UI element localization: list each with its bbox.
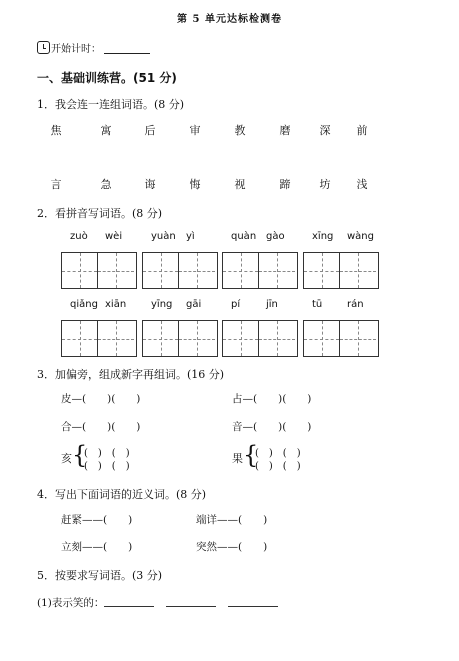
synonym-item-4[interactable]: 突然——( ): [196, 541, 268, 553]
pinyin-text: qiǎng: [70, 299, 98, 310]
writing-grid[interactable]: [61, 252, 137, 289]
pinyin-text: wàng: [347, 231, 374, 242]
brace-line-1: ( ) ( ): [255, 448, 301, 459]
pinyin-text: xiān: [105, 299, 127, 310]
question-5-label: 5．按要求写词语。(3 分): [37, 569, 163, 582]
match-char[interactable]: 寓: [100, 124, 112, 137]
grid-cell[interactable]: [62, 321, 98, 356]
radical-item-2[interactable]: 占—( )( ): [232, 393, 312, 405]
q5-sub-1: [37, 595, 278, 610]
match-char[interactable]: 深: [319, 124, 331, 137]
page-title: 第 5 单元达标检测卷: [177, 14, 282, 25]
grid-cell[interactable]: [304, 321, 340, 356]
synonym-item-3[interactable]: 立刻——( ): [61, 541, 133, 553]
pinyin-text: yì: [186, 231, 195, 242]
timer-label: 开始计时：: [51, 44, 101, 55]
match-char[interactable]: 急: [100, 178, 112, 191]
brace-icon: {: [72, 441, 88, 469]
grid-cell[interactable]: [340, 253, 376, 288]
writing-grid[interactable]: [303, 252, 379, 289]
pinyin-text: jīn: [266, 299, 278, 310]
timer-blank[interactable]: [104, 43, 150, 54]
pinyin-text: tū: [312, 299, 323, 310]
grid-cell[interactable]: [179, 253, 215, 288]
question-2-label: 2．看拼音写词语。(8 分): [37, 207, 163, 220]
grid-cell[interactable]: [143, 321, 179, 356]
brace-line-2: ( ) ( ): [84, 461, 130, 472]
answer-blank[interactable]: [166, 596, 216, 607]
synonym-item-2[interactable]: 端详——( ): [196, 514, 268, 526]
match-char[interactable]: 前: [356, 124, 368, 137]
writing-grid[interactable]: [142, 320, 218, 357]
pinyin-text: zuò: [70, 231, 88, 242]
writing-grid[interactable]: [222, 320, 298, 357]
synonym-item-1[interactable]: 赶紧——( ): [61, 514, 133, 526]
brace-line-2: ( ) ( ): [255, 461, 301, 472]
grid-cell[interactable]: [340, 321, 376, 356]
writing-grid[interactable]: [61, 320, 137, 357]
grid-cell[interactable]: [304, 253, 340, 288]
writing-grid[interactable]: [222, 252, 298, 289]
match-char[interactable]: 诲: [144, 178, 156, 191]
match-char[interactable]: 后: [144, 124, 156, 137]
answer-blank[interactable]: [228, 596, 278, 607]
pinyin-text: gào: [266, 231, 285, 242]
clock-icon: [37, 41, 50, 54]
writing-grid[interactable]: [303, 320, 379, 357]
radical-item-3[interactable]: 合—( )( ): [61, 421, 141, 433]
match-char[interactable]: 坊: [319, 178, 331, 191]
brace-line-1: ( ) ( ): [84, 448, 130, 459]
grid-cell[interactable]: [223, 321, 259, 356]
question-4-label: 4．写出下面词语的近义词。(8 分): [37, 488, 207, 501]
brace-icon: {: [243, 441, 259, 469]
question-3-label: 3．加偏旁，组成新字再组词。(16 分): [37, 368, 225, 381]
question-1-label: 1．我会连一连组词语。(8 分): [37, 98, 185, 111]
match-char[interactable]: 磨: [279, 124, 291, 137]
match-char[interactable]: 视: [234, 178, 246, 191]
pinyin-text: xīng: [312, 231, 334, 242]
grid-cell[interactable]: [179, 321, 215, 356]
grid-cell[interactable]: [259, 253, 295, 288]
grid-cell[interactable]: [223, 253, 259, 288]
writing-grid[interactable]: [142, 252, 218, 289]
grid-cell[interactable]: [98, 253, 134, 288]
match-char[interactable]: 审: [189, 124, 201, 137]
pinyin-text: gāi: [186, 299, 202, 310]
radical-item-4[interactable]: 音—( )( ): [232, 421, 312, 433]
pinyin-text: quàn: [231, 231, 257, 242]
match-char[interactable]: 言: [50, 178, 62, 191]
grid-cell[interactable]: [143, 253, 179, 288]
pinyin-text: rán: [347, 299, 364, 310]
q5-sub-1-label: (1)表示笑的：: [37, 597, 105, 609]
match-char[interactable]: 浅: [356, 178, 368, 191]
timer-line: [37, 40, 150, 55]
brace-char: 果: [232, 452, 243, 465]
pinyin-text: wèi: [105, 231, 123, 242]
match-char[interactable]: 蹄: [279, 178, 291, 191]
answer-blank[interactable]: [104, 596, 154, 607]
brace-char: 亥: [61, 452, 72, 465]
section-heading: 一、基础训练营。(51 分): [37, 71, 177, 85]
match-char[interactable]: 教: [234, 124, 246, 137]
match-char[interactable]: 焦: [50, 124, 62, 137]
match-char[interactable]: 悔: [189, 178, 201, 191]
grid-cell[interactable]: [62, 253, 98, 288]
grid-cell[interactable]: [259, 321, 295, 356]
pinyin-text: pí: [231, 299, 241, 310]
radical-item-1[interactable]: 皮—( )( ): [61, 393, 141, 405]
grid-cell[interactable]: [98, 321, 134, 356]
pinyin-text: yuàn: [151, 231, 176, 242]
pinyin-text: yīng: [151, 299, 173, 310]
